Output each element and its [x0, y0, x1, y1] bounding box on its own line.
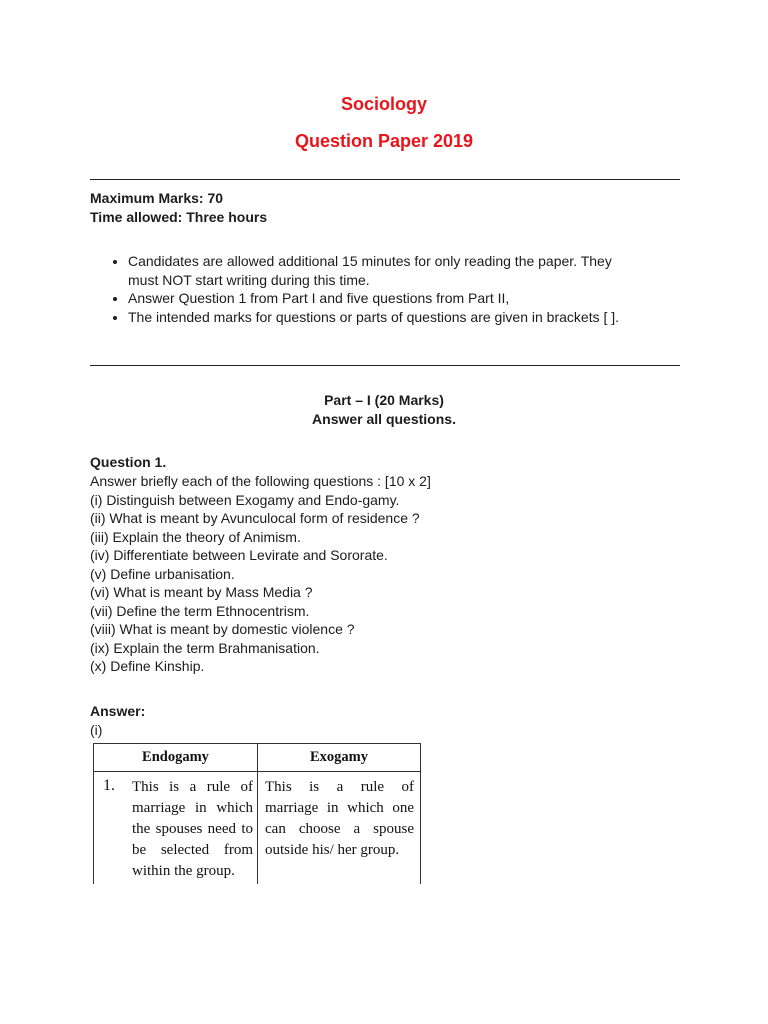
instruction-item: • The intended marks for questions or parts of questions are given in brackets [ ].: [128, 308, 680, 327]
question-item: (ii) What is meant by Avunculocal form of residence ?: [90, 510, 420, 526]
question-item: (x) Define Kinship.: [90, 658, 205, 674]
paper-title: Question Paper 2019: [294, 131, 474, 151]
part-subheading: Answer all questions.: [312, 411, 456, 427]
row-number: 1.: [103, 777, 115, 794]
question-item: (iv) Differentiate between Levirate and Sororate.: [90, 547, 388, 563]
max-marks: Maximum Marks: 70: [90, 190, 224, 206]
divider-middle: [90, 365, 680, 366]
question-intro: Answer briefly each of the following questions : [10 x 2]: [90, 473, 431, 489]
question-item: (v) Define urbanisation.: [90, 565, 235, 582]
question-item: (viii) What is meant by domestic violence ?: [90, 621, 355, 637]
question-item: (vi) What is meant by Mass Media ?: [90, 584, 313, 600]
question-item: (ix) Explain the term Brahmanisation.: [90, 639, 320, 656]
instructions-list: [90, 252, 680, 326]
instruction-item: • Answer Question 1 from Part I and five questions from Part II,: [128, 289, 680, 308]
answer-label: Answer:: [90, 703, 146, 719]
divider-top: [90, 179, 680, 180]
endogamy-cell: This is a rule of marriage in which the spouses need to be selected from within the group.: [132, 779, 253, 879]
question-item: (i) Distinguish between Exogamy and Endo-gamy.: [90, 491, 400, 508]
part-heading: Part – I (20 Marks): [324, 392, 444, 408]
question-item: (iii) Explain the theory of Animism.: [90, 528, 301, 545]
exogamy-cell: This is a rule of marriage in which one can choose a spouse outside his/ her group.: [265, 779, 414, 858]
instruction-item: • Candidates are allowed additional 15 minutes for only reading the paper. They must NOT start writing during this time.: [128, 252, 680, 289]
time-allowed: Time allowed: Three hours: [90, 209, 268, 225]
question-list: [90, 472, 431, 676]
subject-title: Sociology: [340, 94, 427, 114]
answer-part-label: (i): [90, 722, 103, 738]
question-label: Question 1.: [90, 454, 167, 470]
answer-table: [93, 743, 421, 884]
header-endogamy: Endogamy: [142, 749, 209, 765]
header-exogamy: Exogamy: [310, 749, 368, 765]
question-item: (vii) Define the term Ethnocentrism.: [90, 602, 310, 619]
